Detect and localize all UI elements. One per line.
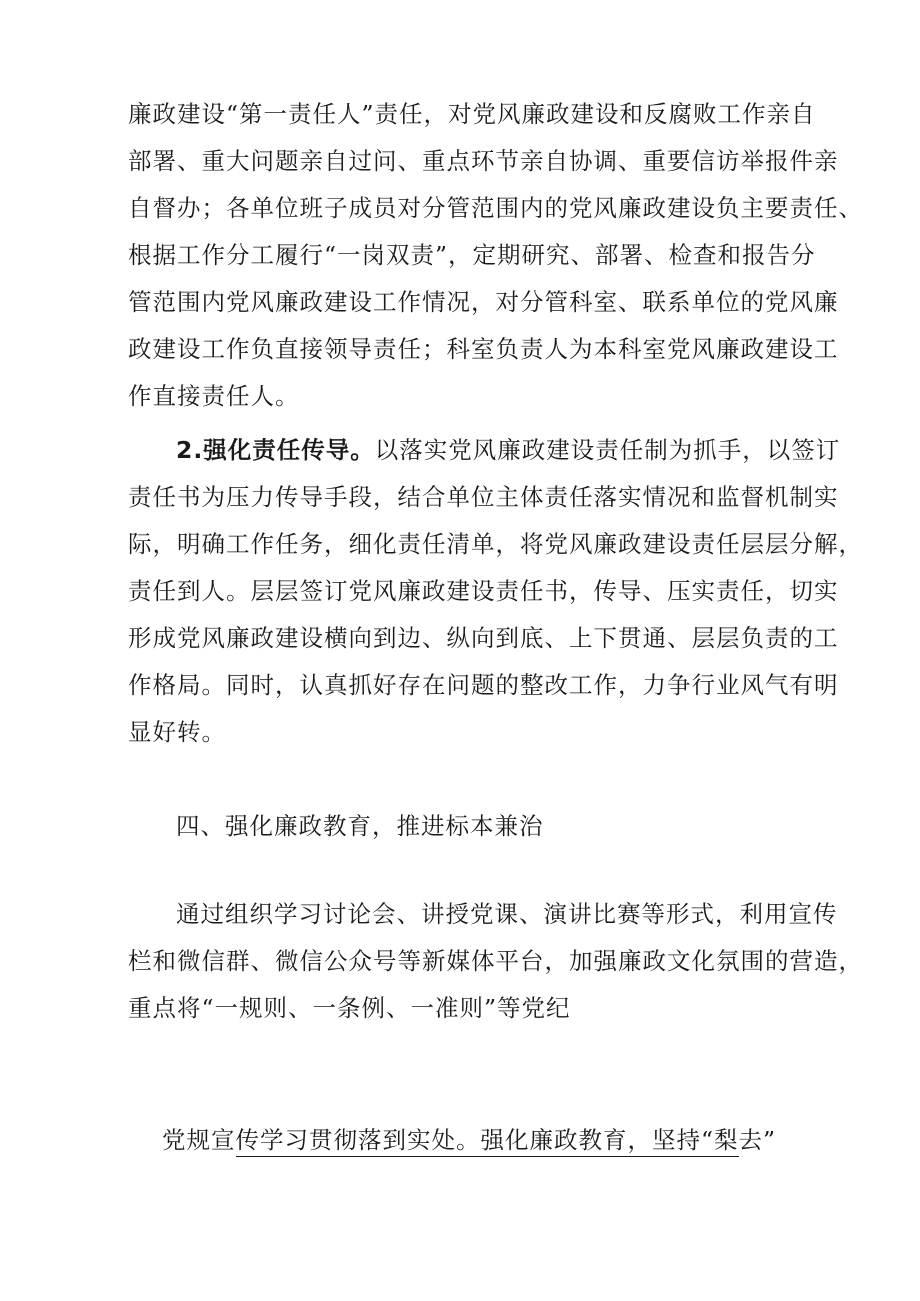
para4-underlined-text: 传学习贯彻落到实处。强化廉政教育，坚持“梨 [236, 1126, 739, 1157]
para2-line-4: 责任到人。层层签订党风廉政建设责任书，传导、压实责任，切实 [128, 577, 839, 605]
para1-line-4: 根据工作分工履行“一岗双责”，定期研究、部署、检查和报告分 [128, 241, 816, 269]
para1-line-5: 管范围内党风廉政建设工作情况，对分管科室、联系单位的党风廉 [128, 288, 839, 316]
para2-line-6: 作格局。同时，认真抓好存在问题的整改工作，力争行业风气有明 [128, 671, 839, 699]
para2-line-7: 显好转。 [128, 718, 226, 746]
para2-line-2: 责任书为压力传导手段，结合单位主体责任落实情况和监督机制实 [128, 483, 839, 511]
para3-line-3: 重点将“一规则、一条例、一准则”等党纪 [128, 994, 571, 1022]
para4-line [162, 1126, 776, 1154]
para2-first-line [176, 436, 840, 464]
para2-line-5: 形成党风廉政建设横向到边、纵向到底、上下贯通、层层负责的工 [128, 624, 839, 652]
para1-line-3: 自督办；各单位班子成员对分管范围内的党风廉政建设负主要责任、 [128, 194, 863, 222]
para4-prefix: 党规宣 [162, 1126, 236, 1154]
para1-line-2: 部署、重大问题亲自过问、重点环节亲自协调、重要信访举报件亲 [128, 147, 839, 175]
para1-line-6: 政建设工作负直接领导责任；科室负责人为本科室党风廉政建设工 [128, 335, 839, 363]
para3-line-1: 通过组织学习讨论会、讲授党课、演讲比赛等形式，利用宣传 [176, 900, 838, 928]
para2-line-1: 以落实党风廉政建设责任制为抓手，以签订 [374, 436, 841, 464]
para3-line-2: 栏和微信群、微信公众号等新媒体平台，加强廉政文化氛围的营造， [128, 947, 863, 975]
para2-heading: 2.强化责任传导。 [176, 436, 375, 464]
para4-suffix: 去” [738, 1126, 777, 1154]
para1-line-7: 作直接责任人。 [128, 382, 300, 410]
section4-heading: 四、强化廉政教育，推进标本兼治 [176, 812, 544, 840]
para2-line-3: 际，明确工作任务，细化责任清单，将党风廉政建设责任层层分解， [128, 530, 863, 558]
para1-line-1: 廉政建设“第一责任人”责任，对党风廉政建设和反腐败工作亲自 [128, 100, 816, 128]
